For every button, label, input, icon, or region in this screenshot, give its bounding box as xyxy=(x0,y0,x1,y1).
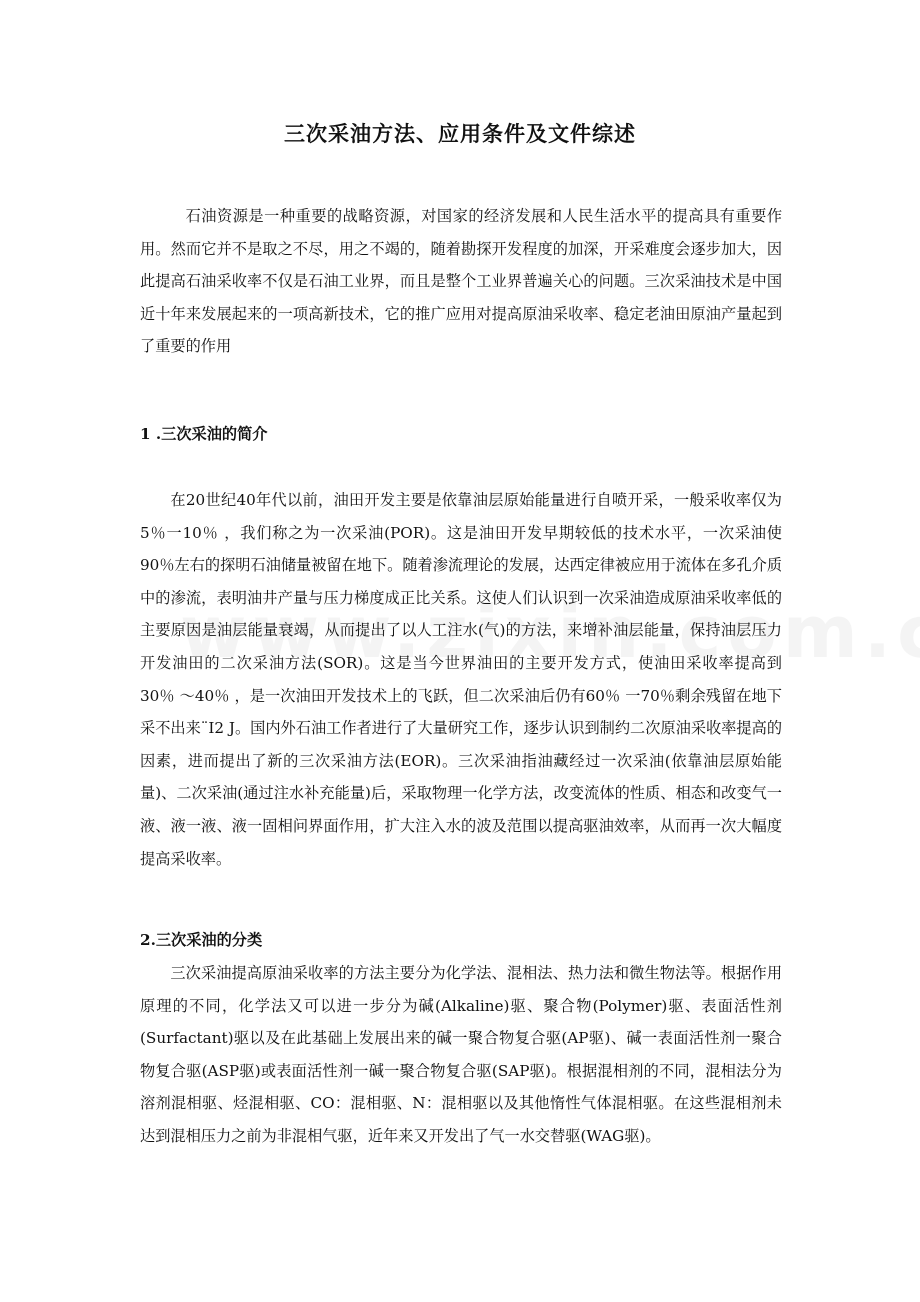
section-1-paragraph: 在20世纪40年代以前，油田开发主要是依靠油层原始能量进行自喷开采，一般采收率仅为5％一10％ ，我们称之为一次采油(POR)。这是油田开发早期较低的技术水平，一次采油使90％左右的探明石油储量被留在地下。随着渗流理论的发展，达西定律被应用于流体在多孔介质中的渗流，表明油井产量与压力梯度成正比关系。这使人们认识到一次采油造成原油采收率低的主要原因是油层能量衰竭，从而提出了以人工注水(气)的方法，来增补油层能量，保持油层压力开发油田的二次采油方法(SOR)。这是当今世界油田的主要开发方式，使油田采收率提高到30％ ～40％ ，是一次油田开发技术上的飞跃，但二次采油后仍有60％ 一70％剩余残留在地下采不出来¨I2 J。国内外石油工作者进行了大量研究工作，逐步认识到制约二次原油采收率提高的因素，进而提出了新的三次采油方法(EOR)。三次采油指油藏经过一次采油(依靠油层原始能量)、二次采油(通过注水补充能量)后，采取物理一化学方法，改变流体的性质、相态和改变气一液、液一液、液一固相问界面作用，扩大注入水的波及范围以提高驱油效率，从而再一次大幅度提高采收率。 xyxy=(140,491,783,868)
intro-paragraph: 石油资源是一种重要的战略资源，对国家的经济发展和人民生活水平的提高具有重要作用。然而它并不是取之不尽，用之不竭的，随着勘探开发程度的加深，开采难度会逐步加大，因此提高石油采收率不仅是石油工业界，而且是整个工业界普遍关心的问题。三次采油技术是中国近十年来发展起来的一项高新技术，它的推广应用对提高原油采收率、稳定老油田原油产量起到了重要的作用 xyxy=(140,207,782,356)
section-1-heading: 1 .三次采油的简介 xyxy=(140,425,268,443)
document-title: 三次采油方法、应用条件及文件综述 xyxy=(284,121,636,146)
section-2-heading: 2.三次采油的分类 xyxy=(140,931,263,949)
section-2-paragraph: 三次采油提高原油采收率的方法主要分为化学法、混相法、热力法和微生物法等。根据作用原理的不同，化学法又可以进一步分为碱(Alkaline)驱、聚合物(Polymer)驱、表面活性剂(Surfactant)驱以及在此基础上发展出来的碱一聚合物复合驱(AP驱)、碱一表面活性剂一聚合物复合驱(ASP驱)或表面活性剂一碱一聚合物复合驱(SAP驱)。根据混相剂的不同，混相法分为溶剂混相驱、烃混相驱、CO：混相驱、N：混相驱以及其他惰性气体混相驱。在这些混相剂未达到混相压力之前为非混相气驱，近年来又开发出了气一水交替驱(WAG驱)。 xyxy=(140,964,782,1145)
